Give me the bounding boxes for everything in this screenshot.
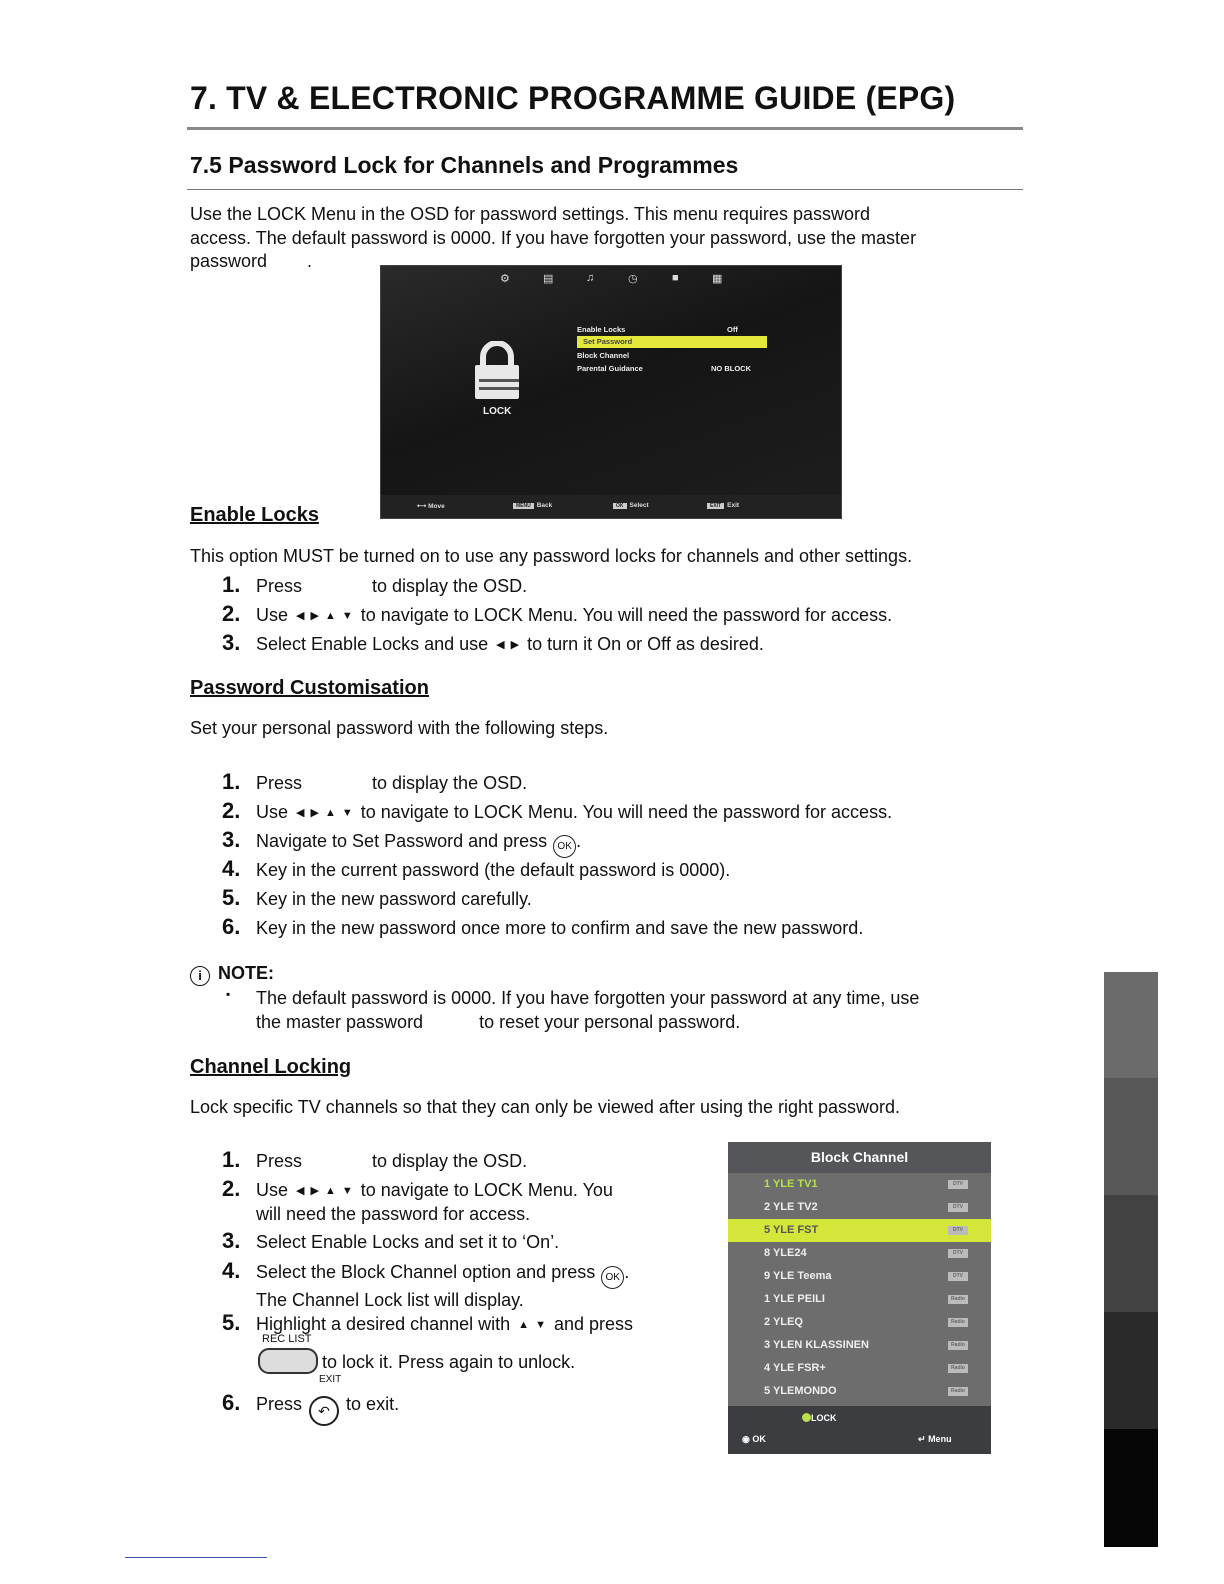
green-dot-icon (802, 1413, 811, 1422)
step-text: to turn it On or Off as desired. (527, 634, 764, 654)
down-arrow-icon: ▼ (341, 1185, 353, 1197)
step-text: Use (256, 1180, 289, 1200)
channel-label: 9 YLE Teema (764, 1270, 832, 1282)
channel-tag: DTV (948, 1272, 968, 1281)
osd-key: EXIT (707, 503, 724, 509)
step-number: 2. (222, 1176, 241, 1201)
step-number: 5. (222, 885, 241, 910)
picture-icon: ⚙ (500, 273, 510, 285)
list-item (258, 1348, 575, 1375)
left-arrow-icon: ◀ (296, 807, 305, 819)
channel-tag: Radio (948, 1364, 968, 1373)
osd-exit-hint (707, 502, 739, 509)
step-text: and press (553, 1314, 634, 1334)
list-item (222, 828, 581, 858)
channel-row (728, 1173, 991, 1196)
osd-menu-value: NO BLOCK (711, 364, 751, 373)
note-line: The default password is 0000. If you have forgotten your password at any time, use (256, 988, 920, 1008)
exit-label: EXIT (319, 1374, 342, 1385)
list-item (222, 886, 532, 911)
ok-hint (742, 1434, 766, 1445)
osd-key: OK (613, 503, 627, 509)
channel-label: 5 YLEMONDO (764, 1385, 837, 1397)
title-rule (187, 127, 1023, 130)
channel-locking-text: Lock specific TV channels so that they can only be viewed after using the right password. (190, 1097, 901, 1117)
lock-tab-icon: ■ (672, 272, 679, 284)
page-title: 7. TV & ELECTRONIC PROGRAMME GUIDE (EPG) (190, 80, 956, 116)
note-line (256, 1011, 919, 1035)
step-text: Select the Block Channel option and press (256, 1262, 596, 1282)
channel-label: 4 YLE FSR+ (764, 1362, 826, 1374)
step-number: 4. (222, 1258, 241, 1283)
channel-label: 1 YLE TV1 (764, 1178, 818, 1190)
step-text: Navigate to Set Password and press (256, 831, 548, 851)
step-number: 2. (222, 798, 241, 823)
rec-list-button-icon (258, 1348, 318, 1374)
list-item (222, 770, 527, 795)
step-number: 6. (222, 914, 241, 939)
step-text: to navigate to LOCK Menu. You will need the password for access. (360, 802, 893, 822)
step-text: Key in the new password carefully. (256, 889, 532, 909)
right-arrow-icon: ▶ (510, 639, 520, 651)
block-channel-screenshot (728, 1142, 991, 1454)
up-arrow-icon: ▲ (324, 1185, 336, 1197)
intro-line: access. The default password is 0000. If you have forgotten your password, use the master (190, 227, 917, 248)
step-number: 2. (222, 601, 241, 626)
monitor-icon: ▤ (543, 273, 554, 285)
down-arrow-icon: ▼ (341, 807, 353, 819)
note-label (190, 963, 274, 986)
channel-tag: Radio (948, 1341, 968, 1350)
right-arrow-icon: ▶ (310, 1185, 319, 1197)
step-text: . (576, 831, 582, 851)
step-text: The Channel Lock list will display. (256, 1290, 524, 1310)
intro-paragraph (190, 203, 916, 274)
lock-hint-label: LOCK (811, 1413, 837, 1423)
ok-button-icon: OK (601, 1266, 624, 1289)
info-icon: i (190, 966, 210, 986)
step-text: will need the password for access. (256, 1204, 531, 1224)
channel-tag: DTV (948, 1226, 968, 1235)
list-item (222, 1148, 527, 1173)
channel-label: 1 YLE PEILI (764, 1293, 825, 1305)
move-icon: ⟷ (417, 503, 427, 510)
channel-row (728, 1288, 991, 1311)
osd-menu-label: Parental Guidance (577, 364, 643, 373)
osd-menu-block-channel (577, 351, 767, 360)
side-tab (1104, 1195, 1158, 1312)
step-text: Press (256, 773, 303, 793)
channel-tag: Radio (948, 1295, 968, 1304)
list-item (222, 631, 764, 657)
step-number: 3. (222, 827, 241, 852)
intro-line: password . (190, 251, 313, 271)
osd-menu-value: Off (727, 325, 738, 334)
list-item (222, 857, 730, 882)
channel-tag: Radio (948, 1387, 968, 1396)
step-text: Select Enable Locks and use (256, 634, 489, 654)
osd-menu-label: Enable Locks (577, 325, 626, 334)
list-item (222, 1391, 399, 1426)
channel-row (728, 1334, 991, 1357)
osd-menu-label: Set Password (583, 337, 633, 346)
left-arrow-icon: ◀ (296, 1185, 305, 1197)
step-text: to lock it. Press again to unlock. (322, 1352, 576, 1372)
channel-label: 8 YLE24 (764, 1247, 807, 1259)
channel-row (728, 1357, 991, 1380)
section-rule (187, 189, 1023, 190)
ok-button-icon: OK (553, 835, 576, 858)
left-arrow-icon: ◀ (296, 610, 305, 622)
step-number: 3. (222, 630, 241, 655)
step-text: to exit. (346, 1394, 400, 1414)
step-text: to display the OSD. (372, 576, 528, 596)
section-title: 7.5 Password Lock for Channels and Programmes (190, 152, 739, 178)
enable-locks-text: This option MUST be turned on to use any password locks for channels and other settings. (190, 546, 913, 566)
rec-list-label: REC LIST (262, 1333, 312, 1345)
lock-menu-screenshot (380, 265, 842, 519)
step-text: Press (256, 1151, 303, 1171)
osd-menu-set-password (577, 336, 767, 348)
list-item (222, 1229, 559, 1254)
channel-tag: DTV (948, 1203, 968, 1212)
intro-line: Use the LOCK Menu in the OSD for password settings. This menu requires password (190, 204, 870, 224)
channel-row (728, 1196, 991, 1219)
menu-hint-label: Menu (928, 1434, 952, 1444)
step-text: Key in the current password (the default password is 0000). (256, 860, 731, 880)
footnote-rule (125, 1557, 267, 1558)
osd-back-hint (513, 502, 552, 509)
list-item (222, 1177, 613, 1226)
osd-menu-parental-guidance (577, 364, 767, 373)
channel-row (728, 1265, 991, 1288)
side-tab (1104, 1312, 1158, 1429)
osd-menu-label: Block Channel (577, 351, 630, 360)
step-text: to navigate to LOCK Menu. You will need the password for access. (360, 605, 893, 625)
step-text: Press (256, 1394, 303, 1414)
osd-hint-label: Select (629, 502, 649, 509)
step-text: Key in the new password once more to confirm and save the new password. (256, 918, 864, 938)
note-text-part: to reset your personal password. (479, 1011, 741, 1032)
channel-row-selected (728, 1219, 991, 1242)
channel-tag: Radio (948, 1318, 968, 1327)
left-arrow-icon: ◀ (496, 639, 505, 651)
step-text: Use (256, 605, 289, 625)
step-number: 1. (222, 769, 241, 794)
osd-select-hint (613, 502, 649, 509)
channel-label: 5 YLE FST (764, 1224, 819, 1236)
step-number: 1. (222, 1147, 241, 1172)
clock-icon: ◷ (628, 273, 638, 285)
channel-row (728, 1380, 991, 1403)
block-channel-footer (728, 1406, 991, 1454)
list-item (222, 602, 892, 628)
list-item (222, 799, 892, 825)
channel-label: 2 YLE TV2 (764, 1201, 818, 1213)
step-text: Highlight a desired channel with (256, 1314, 511, 1334)
step-text: Select Enable Locks and set it to ‘On’. (256, 1232, 560, 1252)
channel-label: 3 YLEN KLASSINEN (764, 1339, 869, 1351)
right-arrow-icon: ▶ (310, 610, 319, 622)
osd-hint-label: Exit (727, 502, 740, 509)
lock-hint (802, 1413, 837, 1423)
up-arrow-icon: ▲ (518, 1319, 530, 1331)
exit-button-icon: ↶ (309, 1396, 339, 1426)
ok-hint-label: OK (752, 1434, 766, 1444)
osd-key: MENU (513, 503, 534, 509)
right-arrow-icon: ▶ (310, 807, 319, 819)
menu-hint (918, 1434, 952, 1445)
grid-icon: ▦ (712, 273, 723, 285)
enable-locks-heading: Enable Locks (190, 504, 319, 526)
up-arrow-icon: ▲ (324, 610, 336, 622)
step-text: . (624, 1262, 630, 1282)
step-number: 5. (222, 1310, 241, 1335)
step-text: to display the OSD. (372, 773, 528, 793)
side-tab (1104, 972, 1158, 1078)
music-icon: ♫ (586, 272, 595, 284)
osd-menu-enable-locks (577, 325, 767, 334)
ok-dot-icon: ◉ (742, 1434, 750, 1444)
step-text: to navigate to LOCK Menu. You (360, 1180, 613, 1200)
note-label-text: NOTE: (218, 963, 274, 983)
step-number: 4. (222, 856, 241, 881)
osd-hint-label: Back (536, 502, 553, 509)
lock-label: LOCK (483, 406, 512, 417)
channel-label: 2 YLEQ (764, 1316, 803, 1328)
block-channel-title: Block Channel (728, 1142, 991, 1173)
channel-locking-heading: Channel Locking (190, 1056, 352, 1078)
osd-move-hint (417, 502, 445, 510)
channel-tag: DTV (948, 1180, 968, 1189)
channel-tag: DTV (948, 1249, 968, 1258)
note-text (256, 987, 919, 1034)
down-arrow-icon: ▼ (535, 1319, 546, 1331)
step-text: Press (256, 576, 303, 596)
side-tab (1104, 1429, 1158, 1547)
osd-bottom-bar (381, 495, 841, 518)
bullet-icon: ▪ (226, 987, 231, 1001)
step-number: 3. (222, 1228, 241, 1253)
osd-hint-label: Move (428, 503, 445, 510)
up-arrow-icon: ▲ (324, 807, 336, 819)
osd-icon-bar (381, 266, 841, 294)
password-customisation-text: Set your personal password with the following steps. (190, 718, 609, 738)
padlock-icon (471, 341, 523, 401)
list-item (222, 1259, 629, 1312)
step-text: to display the OSD. (372, 1151, 528, 1171)
channel-row (728, 1242, 991, 1265)
channel-row (728, 1311, 991, 1334)
note-text-part: the master password (256, 1011, 424, 1032)
step-number: 6. (222, 1390, 241, 1415)
down-arrow-icon: ▼ (341, 610, 353, 622)
return-icon: ↵ (918, 1434, 926, 1444)
step-number: 1. (222, 572, 241, 597)
list-item (222, 573, 527, 598)
side-tab (1104, 1078, 1158, 1195)
password-customisation-heading: Password Customisation (190, 677, 429, 699)
list-item (222, 915, 863, 940)
step-text: Use (256, 802, 289, 822)
